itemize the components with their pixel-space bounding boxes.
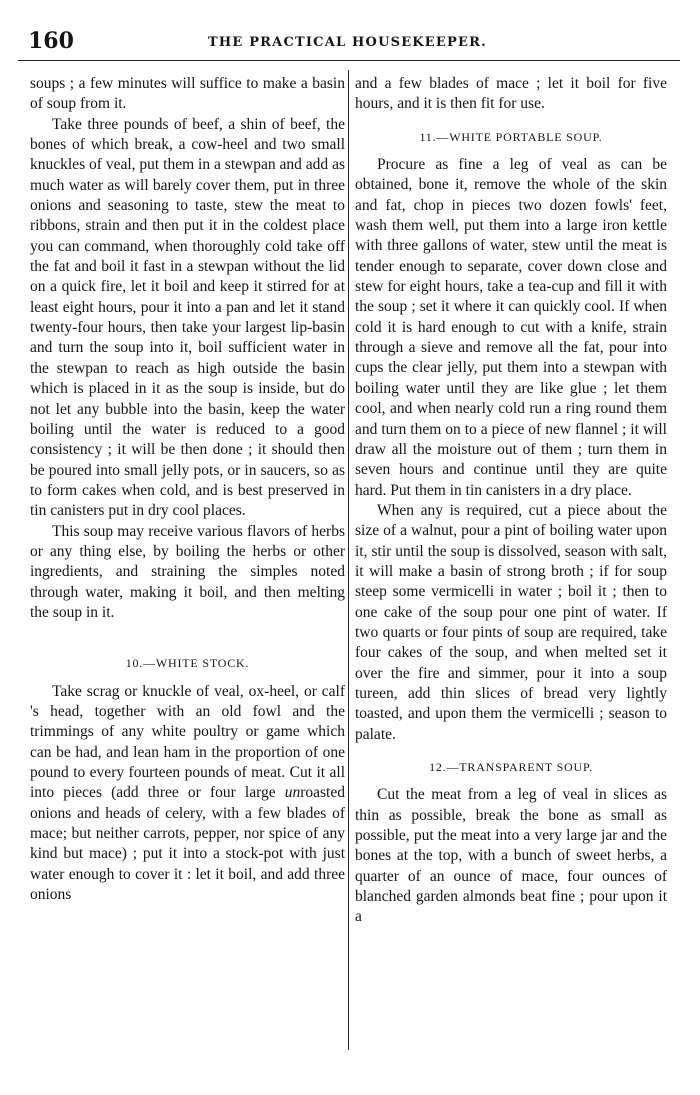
paragraph: When any is required, cut a piece about the size of a walnut, pour a pint of boiling water upon it, stir until the soup is dissolved, season with salt, it will make a basin of strong broth ; if for soup steep some vermicelli in water ; boil it ; then to one cake of the soup pour one pint of water. If two quarts or four pints of soup are required, take four cakes of the soup, and when melted set it over the fire and simmer, pour it into a soup tureen, add thin slices of bread very lightly toasted, and upon them the vermicelli ; season to palate. <box>355 501 667 743</box>
section-heading: 12.—TRANSPARENT SOUP. <box>429 760 593 774</box>
right-column <box>355 74 667 928</box>
left-column <box>30 74 345 905</box>
paragraph: Take three pounds of beef, a shin of beef, the bones of which break, a cow-heel and two small knuckles of veal, put them in a stewpan and add as much water as will barely cover them, put in three onions and seasoning to taste, stew the meat to ribbons, strain and then put it in the coldest place you can command, when thoroughly cold take off the fat and boil it fast in a stewpan without the lid on a quick fire, let it boil and keep it stirred for at least eight hours, pour it into a pan and let it stand twenty-four hours, then take your largest lip-basin and turn the soup into it, boil sufficient water in the stewpan to reach as high outside the basin which is placed in it as the soup is inside, but do not let any bubble into the basin, keep the water boiling until the water is reduced to a good consistency ; it will be then done ; it should then be poured into small jelly pots, or in saucers, so as to form cakes when cold, and is best preserved in tin canisters put in dry cool places. <box>30 115 345 520</box>
paragraph: This soup may receive various flavors of herbs or any thing else, by boiling the herbs or other ingredients, and straining the simples noted through water, making it boil, and then melting the soup in it. <box>30 522 345 621</box>
running-head: THE PRACTICAL HOUSEKEEPER. <box>208 35 487 50</box>
italic-text: un <box>284 784 301 802</box>
paragraph: Procure as fine a leg of veal as can be obtained, bone it, remove the whole of the skin and fat, chop in pieces two dozen fowls' feet, wash them well, put them into a large iron kettle with three gallons of water, stew until the meat is tender enough to separate, cover down close and stew for eight hours, take a tea-cup and fill it with the soup ; set it where it can quickly cool. If when cold it is hard enough to cut with a knife, strain through a sieve and remove all the fat, pour into cups the clear jelly, put them into a stewpan with boiling water until they are like glue ; let them cool, and when nearly cold run a ring round them and turn them on to a piece of new flannel ; it will draw all the moisture out of them ; turn them in seven hours and continue until they are quite hard. Put them in tin canisters in a dry place. <box>355 156 667 499</box>
section-heading: 10.—WHITE STOCK. <box>125 656 250 671</box>
paragraph <box>30 682 345 906</box>
paragraph: soups ; a few minutes will suffice to make a basin of soup from it. <box>30 75 345 113</box>
paragraph: Cut the meat from a leg of veal in slices as thin as possible, break the bone as small as possible, put the meat into a very large jar and the bones at the top, with a bunch of sweet herbs, a quarter of an ounce of mace, four ounces of blanched garden almonds beat fine ; pour upon it a <box>355 786 667 926</box>
text-run: Take scrag or knuckle of veal, ox-heel, or calf 's head, together with an old fowl and the trimmings of any white poultry or game which can be had, and lean ham in the proportion of one pound to every fourteen pounds of meat. Cut it all into pieces (add three or four large <box>30 682 345 802</box>
page-header <box>18 26 680 61</box>
section-heading: 11.—WHITE PORTABLE SOUP. <box>419 129 603 144</box>
paragraph: and a few blades of mace ; let it boil for five hours, and it is then fit for use. <box>355 75 667 113</box>
text-run: roasted onions and heads of celery, with a few blades of mace; but neither carrots, pepper, nor spice of any kind but mace) ; put it into a stock-pot with just water enough to cover it : let it boil, and add three onions <box>30 784 345 904</box>
column-divider <box>348 70 349 1050</box>
page-number: 160 <box>28 28 74 54</box>
